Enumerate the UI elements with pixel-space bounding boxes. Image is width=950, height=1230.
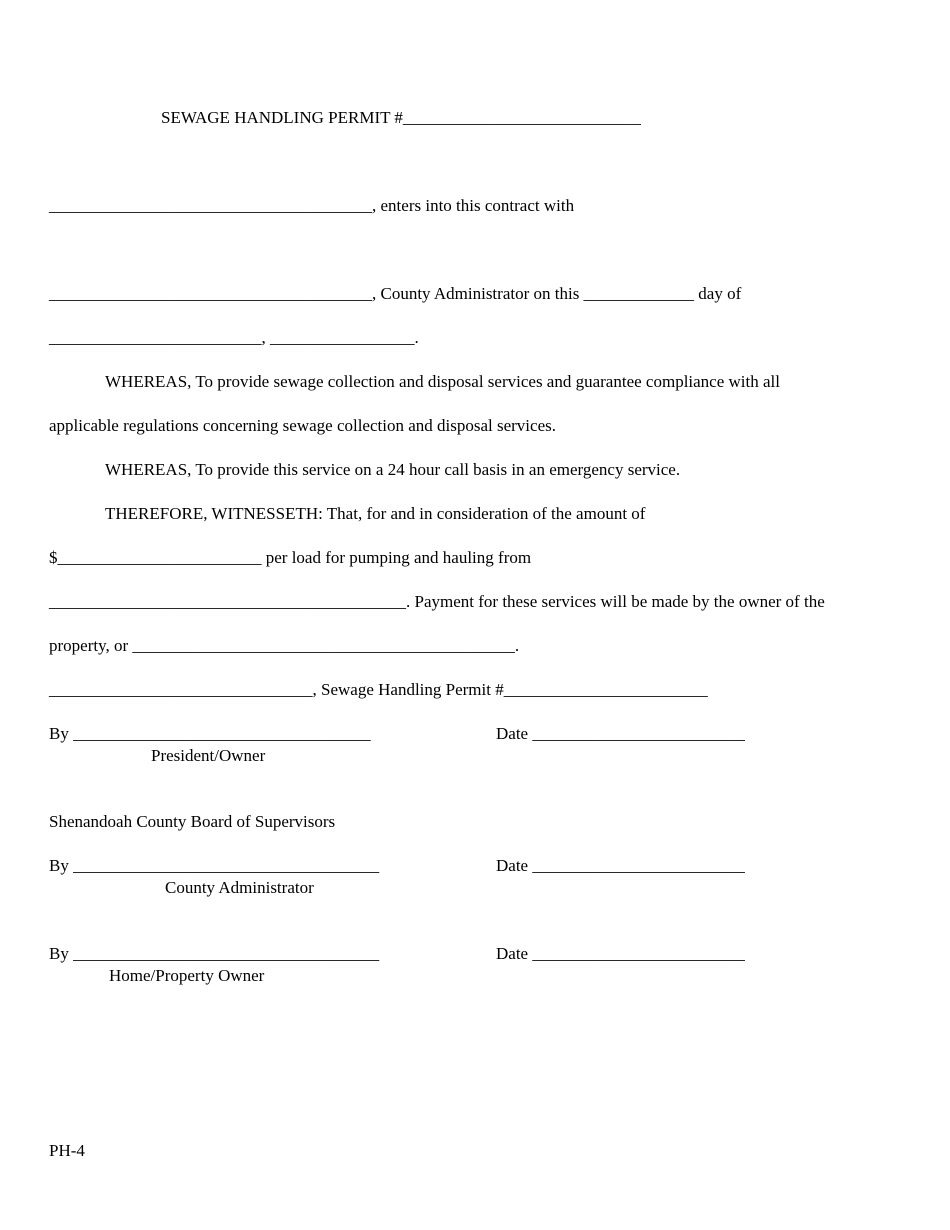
board-name: Shenandoah County Board of Supervisors	[49, 812, 336, 831]
property-owner-signature-label: Home/Property Owner	[109, 966, 265, 985]
administrator-signature-label: County Administrator	[165, 878, 314, 897]
owner-signature-line: By ___________________________________	[49, 724, 371, 743]
payment-line: __________________________________________. Payment for these services will be made by the owner of the	[49, 592, 825, 611]
administrator-line: ______________________________________, County Administrator on this _____________ day of	[49, 284, 742, 303]
property-line: property, or _____________________________________________.	[49, 636, 520, 655]
property-owner-signature-line: By ____________________________________	[49, 944, 380, 963]
owner-signature-label: President/Owner	[151, 746, 266, 765]
whereas-paragraph-2: WHEREAS, To provide this service on a 24 hour call basis in an emergency service.	[105, 460, 681, 479]
form-code: PH-4	[49, 1141, 85, 1160]
whereas-paragraph-1-second-line: applicable regulations concerning sewage collection and disposal services.	[49, 416, 556, 435]
amount-line: $________________________ per load for pumping and hauling from	[49, 548, 532, 567]
administrator-date-line: Date _________________________	[496, 856, 745, 875]
owner-date-line: Date _________________________	[496, 724, 745, 743]
therefore-paragraph: THEREFORE, WITNESSETH: That, for and in consideration of the amount of	[105, 504, 646, 523]
property-owner-date-line: Date _________________________	[496, 944, 745, 963]
whereas-paragraph-1-first-line: WHEREAS, To provide sewage collection and disposal services and guarantee compliance with all	[105, 372, 780, 391]
administrator-signature-line: By ____________________________________	[49, 856, 380, 875]
permit-number-line: _______________________________, Sewage Handling Permit #________________________	[49, 680, 708, 699]
date-line: _________________________, _________________.	[49, 328, 419, 347]
contractor-line: ______________________________________, enters into this contract with	[49, 196, 575, 215]
permit-title: SEWAGE HANDLING PERMIT #____________________________	[161, 108, 641, 127]
